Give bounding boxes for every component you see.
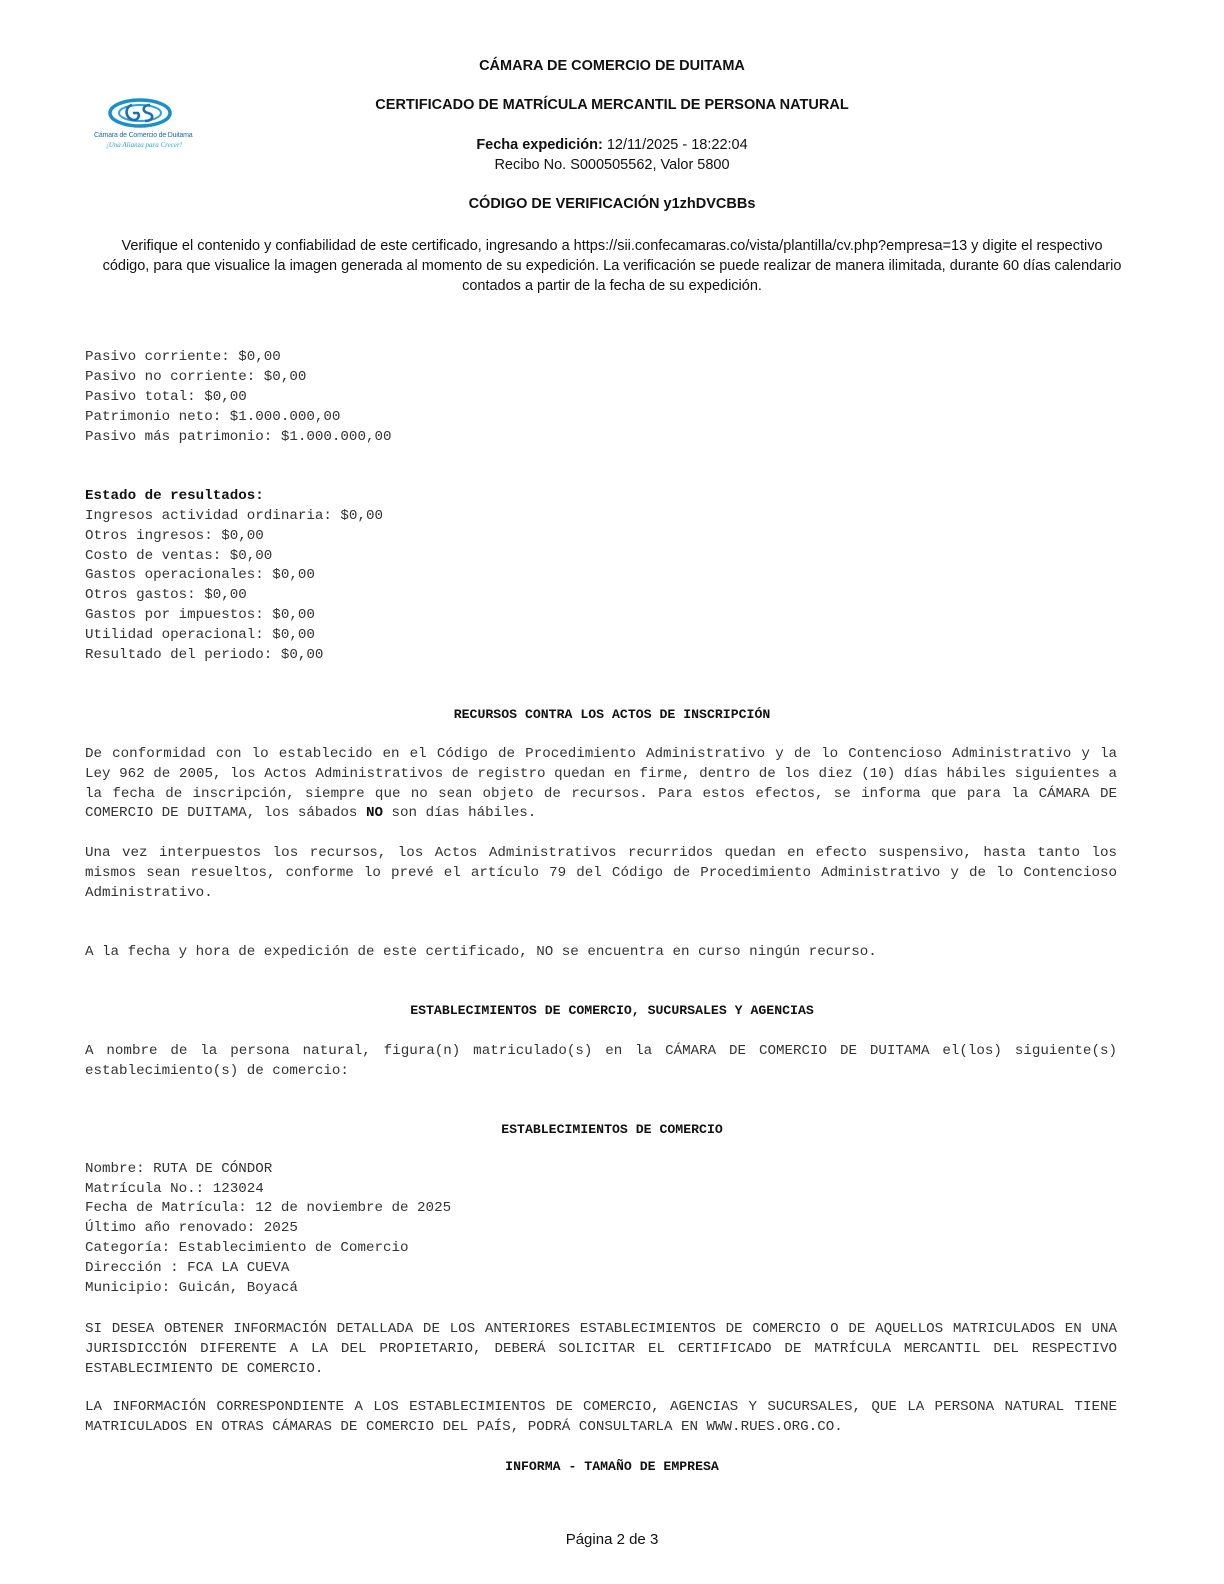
balance-line: Patrimonio neto: $1.000.000,00 [85, 409, 341, 425]
recursos-p1-text: De conformidad con lo establecido en el Código de Procedimiento Administrativo y de lo Contencioso Administrativo y la Ley 962 de 2005, los Actos Administrativos de registro quedan en firme, dentro de los diez (10) días hábiles siguientes a la fecha de inscripción, siempre que no sean objeto de recursos. Para estos efectos, se informa que para la CÁMARA DE COMERCIO DE DUITAMA, los sábados [85, 746, 1117, 822]
establishment-detail: Municipio: Guicán, Boyacá [85, 1280, 298, 1296]
establishment-notice-1: SI DESEA OBTENER INFORMACIÓN DETALLADA DE LOS ANTERIORES ESTABLECIMIENTOS DE COMERCIO O DE AQUELLOS MATRICULADOS EN UNA JURISDICCIÓN DIFERENTE A LA DEL PROPIETARIO, DEBERÁ SOLICITAR EL CERTIFICADO DE MATRÍCULA MERCANTIL DEL RESPECTIVO ESTABLECIMIENTO DE COMERCIO. [85, 1321, 1117, 1377]
section-subtitle-establecimientos: ESTABLECIMIENTOS DE COMERCIO [501, 1122, 723, 1137]
balance-line: Pasivo más patrimonio: $1.000.000,00 [85, 429, 392, 445]
establishment-detail: Dirección : FCA LA CUEVA [85, 1260, 290, 1276]
establishment-detail: Categoría: Establecimiento de Comercio [85, 1240, 409, 1256]
results-line: Utilidad operacional: $0,00 [85, 627, 315, 643]
results-line: Otros gastos: $0,00 [85, 587, 247, 603]
establishment-detail: Último año renovado: 2025 [85, 1220, 298, 1236]
balance-line: Pasivo no corriente: $0,00 [85, 369, 307, 385]
establishment-detail: Fecha de Matrícula: 12 de noviembre de 2025 [85, 1200, 452, 1216]
results-line: Costo de ventas: $0,00 [85, 548, 273, 564]
recursos-paragraph-1 [85, 745, 1117, 824]
results-line: Otros ingresos: $0,00 [85, 528, 264, 544]
establishment-detail: Nombre: RUTA DE CÓNDOR [85, 1161, 273, 1177]
results-title: Estado de resultados: [85, 488, 264, 504]
balance-line: Pasivo corriente: $0,00 [85, 349, 281, 365]
establishment-notice-2: LA INFORMACIÓN CORRESPONDIENTE A LOS ESTABLECIMIENTOS DE COMERCIO, AGENCIAS Y SUCURSALES, QUE LA PERSONA NATURAL TIENE MATRICULADOS EN OTRAS CÁMARAS DE COMERCIO DEL PAÍS, PODRÁ CONSULTARLA EN WWW.RUES.ORG.CO. [85, 1399, 1117, 1435]
section-title-establecimientos: ESTABLECIMIENTOS DE COMERCIO, SUCURSALES Y AGENCIAS [410, 1003, 814, 1018]
issue-date-label: Fecha expedición: [476, 137, 603, 153]
establishment-detail: Matrícula No.: 123024 [85, 1181, 264, 1197]
results-line: Gastos operacionales: $0,00 [85, 567, 315, 583]
issue-date-value: 12/11/2025 - 18:22:04 [606, 137, 748, 153]
verification-code: CÓDIGO DE VERIFICACIÓN y1zhDVCBBs [468, 196, 756, 212]
recursos-paragraph-2: Una vez interpuestos los recursos, los Actos Administrativos recurridos quedan en efecto suspensivo, hasta tanto los mismos sean resueltos, conforme lo prevé el artículo 79 del Código de Procedimiento Administrativo y de lo Contencioso Administrativo. [85, 845, 1117, 901]
logo-slogan: ¡Una Alianza para Crecer! [106, 141, 183, 149]
recursos-paragraph-3: A la fecha y hora de expedición de este certificado, NO se encuentra en curso ningún recurso. [85, 944, 877, 960]
section-title-tamano: INFORMA - TAMAÑO DE EMPRESA [505, 1459, 719, 1474]
issue-date [0, 137, 1224, 153]
results-line: Resultado del periodo: $0,00 [85, 647, 324, 663]
section-title-recursos: RECURSOS CONTRA LOS ACTOS DE INSCRIPCIÓN [453, 707, 771, 722]
verification-instructions: Verifique el contenido y confiabilidad de este certificado, ingresando a https://sii.confecamaras.co/vista/plantilla/cv.php?empresa=13 y digite el respectivo código, para que visualice la imagen generada al momento de su expedición. La verificación se puede realizar de manera ilimitada, durante 60 días calendario contados a partir de la fecha de su expedición. [102, 238, 1122, 294]
recursos-p1-emphasis: NO [365, 805, 383, 822]
page-number: Página 2 de 3 [565, 1531, 659, 1548]
logo-name: Cámara de Comercio de Duitama [94, 132, 193, 139]
balance-line: Pasivo total: $0,00 [85, 389, 247, 405]
results-line: Ingresos actividad ordinaria: $0,00 [85, 508, 383, 524]
recursos-p1-end: son días hábiles. [391, 805, 537, 822]
establecimientos-intro: A nombre de la persona natural, figura(n) matriculado(s) en la CÁMARA DE COMERCIO DE DUITAMA el(los) siguiente(s) establecimiento(s) de comercio: [85, 1043, 1117, 1079]
results-line: Gastos por impuestos: $0,00 [85, 607, 315, 623]
certificate-title: CERTIFICADO DE MATRÍCULA MERCANTIL DE PERSONA NATURAL [375, 97, 849, 113]
receipt-line: Recibo No. S000505562, Valor 5800 [494, 157, 730, 173]
chamber-name: CÁMARA DE COMERCIO DE DUITAMA [479, 58, 745, 74]
